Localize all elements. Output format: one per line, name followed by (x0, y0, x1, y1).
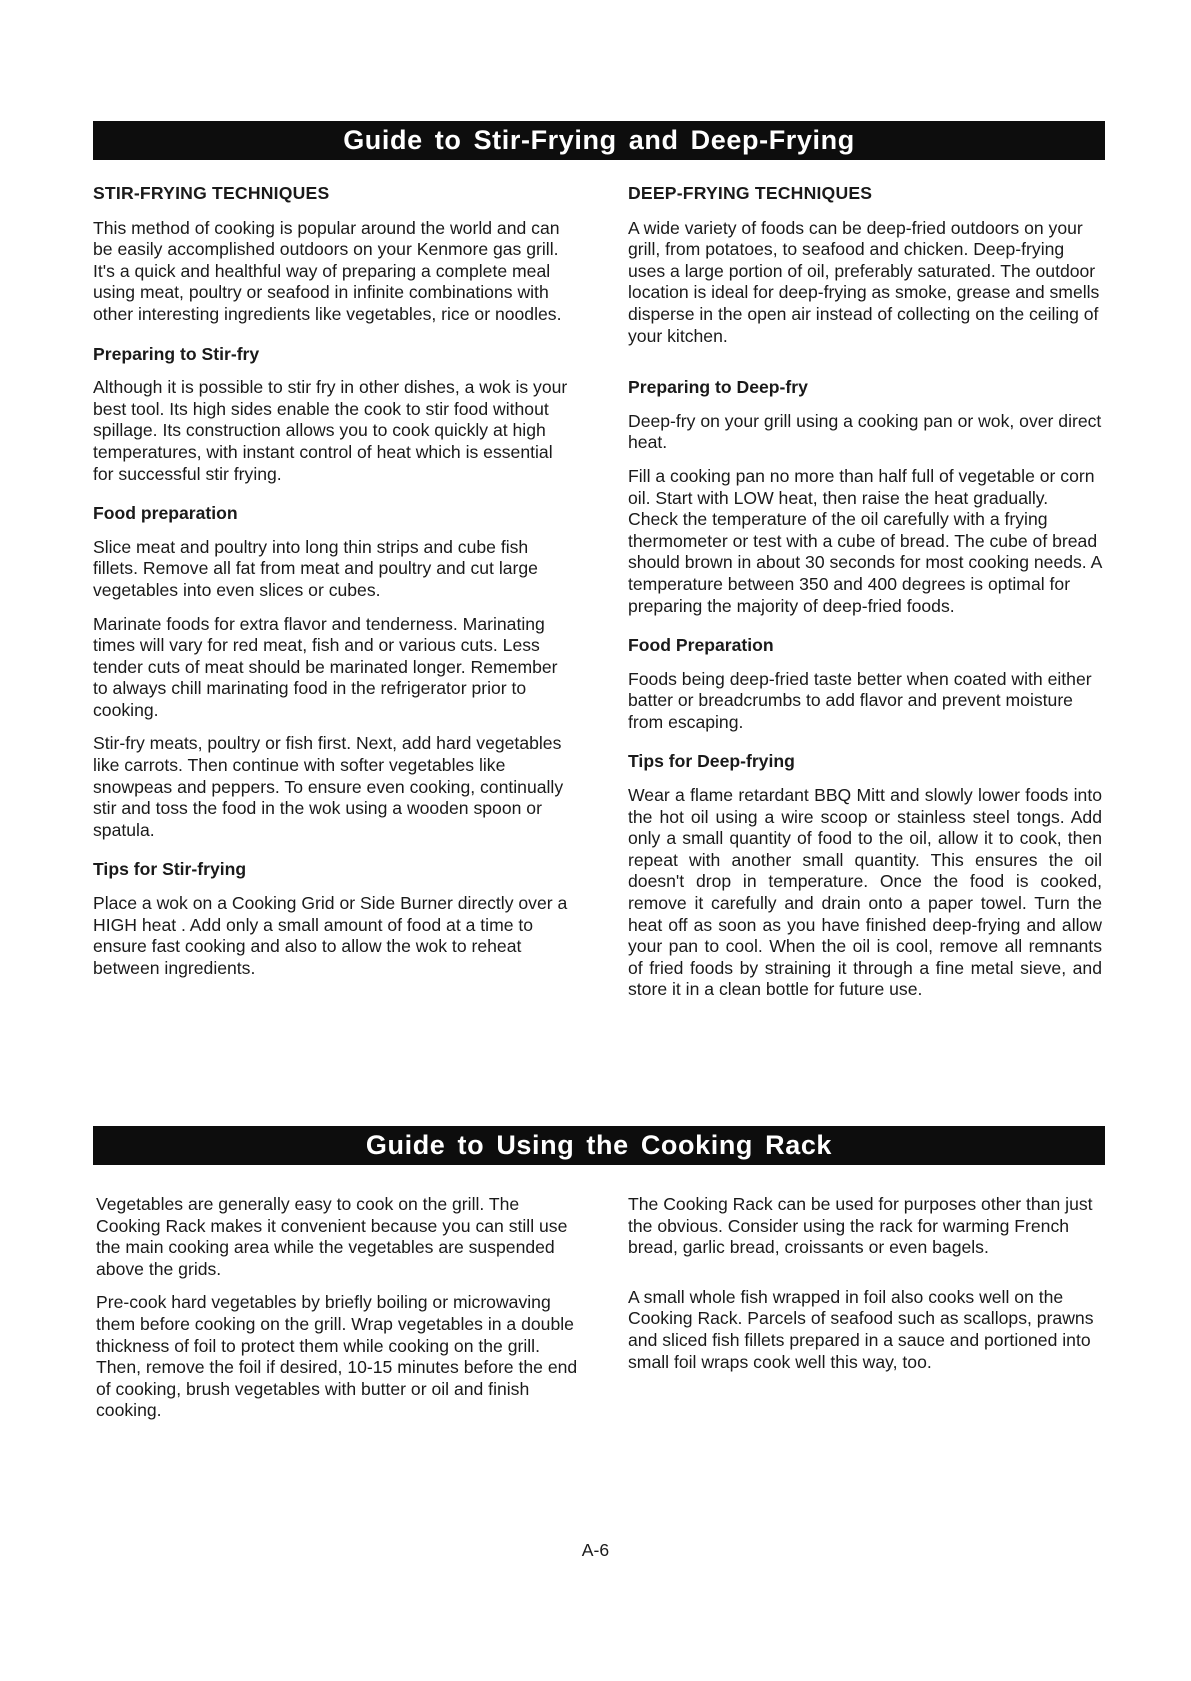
deep-food-prep-text: Foods being deep-fried taste better when coated with either batter or breadcrumbs to add flavor and prevent moisture from escaping. (628, 668, 1092, 732)
deep-frying-intro-section (628, 218, 1102, 348)
stir-food-prep-title: Food preparation (93, 503, 238, 524)
cooking-rack-right-p2: A small whole fish wrapped in foil also cooks well on the Cooking Rack. Parcels of seafood such as scallops, prawns and sliced fish fillets prepared in a sauce and portioned into small foil wraps cook well this way, too. (628, 1286, 1094, 1372)
cooking-rack-right-column (628, 1194, 1102, 1385)
stir-frying-heading: STIR-FRYING TECHNIQUES (93, 183, 330, 203)
cooking-rack-banner (93, 1126, 1105, 1165)
stir-deep-frying-banner (93, 121, 1105, 160)
stir-food-prep-p3: Stir-fry meats, poultry or fish first. Next, add hard vegetables like carrots. Then continue with softer vegetables like snowpeas and peppers. To ensure even cooking, continually stir and toss the food in the wok using a wooden spoon or spatula. (93, 733, 564, 840)
preparing-stir-fry-section (93, 344, 575, 486)
preparing-stir-fry-title: Preparing to Stir-fry (93, 343, 260, 364)
preparing-deep-fry-p1: Deep-fry on your grill using a cooking pan or wok, over direct heat. (628, 410, 1102, 453)
cooking-rack-left-p1: Vegetables are generally easy to cook on the grill. The Cooking Rack makes it convenient because you can still use the main cooking area while the vegetables are suspended above the grids. (96, 1194, 568, 1279)
stir-food-prep-p2: Marinate foods for extra flavor and tenderness. Marinating times will vary for red meat, fish and or various cuts. Less tender cuts of meat should be marinated longer. Remember to always chill marinating food in the refrigerator prior to cooking. (93, 613, 558, 720)
deep-frying-heading: DEEP-FRYING TECHNIQUES (628, 183, 873, 203)
stir-tips-section (93, 859, 575, 979)
preparing-deep-fry-title: Preparing to Deep-fry (628, 377, 808, 398)
deep-frying-intro: A wide variety of foods can be deep-fried outdoors on your grill, from potatoes, to seafood and chicken. Deep-frying uses a large portion of oil, preferably saturated. The outdoor location is ideal for deep-frying as smoke, grease and smells disperse in the open air instead of collecting on the ceiling of your kitchen. (628, 217, 1100, 346)
stir-food-prep-p1: Slice meat and poultry into long thin strips and cube fish fillets. Remove all fat from meat and poultry and cut large vegetables into even slices or cubes. (93, 536, 538, 600)
preparing-deep-fry-p2: Fill a cooking pan no more than half full of vegetable or corn oil. Start with LOW heat, then raise the heat gradually. Check the temperature of the oil carefully with a frying thermometer or test with a cube of bread. The cube of bread should brown in about 30 seconds for most cooking needs. A temperature between 350 and 400 degrees is optimal for preparing the majority of deep-fried foods. (628, 465, 1102, 616)
page-number: A-6 (581, 1540, 610, 1560)
banner-title: Guide to Using the Cooking Rack (365, 1130, 833, 1160)
deep-frying-column (628, 183, 1102, 1019)
stir-tips-title: Tips for Stir-frying (93, 859, 247, 880)
deep-food-prep-title: Food Preparation (628, 635, 774, 656)
stir-tips-text: Place a wok on a Cooking Grid or Side Burner directly over a HIGH heat . Add only a small amount of food at a time to ensure fast cooking and also to allow the wok to reheat between ingredients. (93, 893, 568, 978)
cooking-rack-left-p2: Pre-cook hard vegetables by briefly boiling or microwaving them before cooking on the grill. Wrap vegetables in a double thickness of foil to protect them while cooking on the grill. Then, remove the foil if desired, 10-15 minutes before the end of cooking, brush vegetables with butter or oil and finish cooking. (96, 1292, 578, 1421)
preparing-stir-fry-text: Although it is possible to stir fry in other dishes, a wok is your best tool. Its high sides enable the cook to stir food without spillage. Its construction allows you to cook quickly at high temperatures, with instant control of heat which is essential for successful stir frying. (93, 377, 568, 484)
cooking-rack-left-column (96, 1194, 578, 1434)
cooking-rack-right-p1: The Cooking Rack can be used for purposes other than just the obvious. Consider using the rack for warming French bread, garlic bread, croissants or even bagels. (628, 1194, 1093, 1258)
stir-frying-column (93, 183, 575, 997)
preparing-deep-fry-section (628, 377, 1102, 617)
deep-food-prep-section (628, 635, 1102, 733)
stir-food-prep-section (93, 503, 575, 841)
deep-tips-title: Tips for Deep-frying (628, 751, 795, 772)
banner-title: Guide to Stir-Frying and Deep-Frying (343, 125, 855, 155)
deep-tips-section (628, 751, 1102, 1001)
deep-tips-text: Wear a flame retardant BBQ Mitt and slowly lower foods into the hot oil using a wire scoop or stainless steel tongs. Add only a small quantity of food to the oil, allow it to cook, then repeat with another small quantity. This ensures the oil doesn't drop in temperature. Once the food is cooked, remove it carefully and drain onto a paper towel. Turn the heat off as soon as you have finished deep-frying and allow your pan to cool. When the oil is cool, remove all remnants of fried foods by straining it through a fine metal sieve, and store it in a clean bottle for future use. (628, 785, 1102, 1000)
stir-frying-intro-section (93, 218, 575, 326)
stir-frying-intro: This method of cooking is popular around the world and can be easily accomplished outdoors on your Kenmore gas grill. It's a quick and healthful way of preparing a complete meal using meat, poultry or seafood in infinite combinations with other interesting ingredients like vegetables, rice or noodles. (93, 217, 562, 324)
